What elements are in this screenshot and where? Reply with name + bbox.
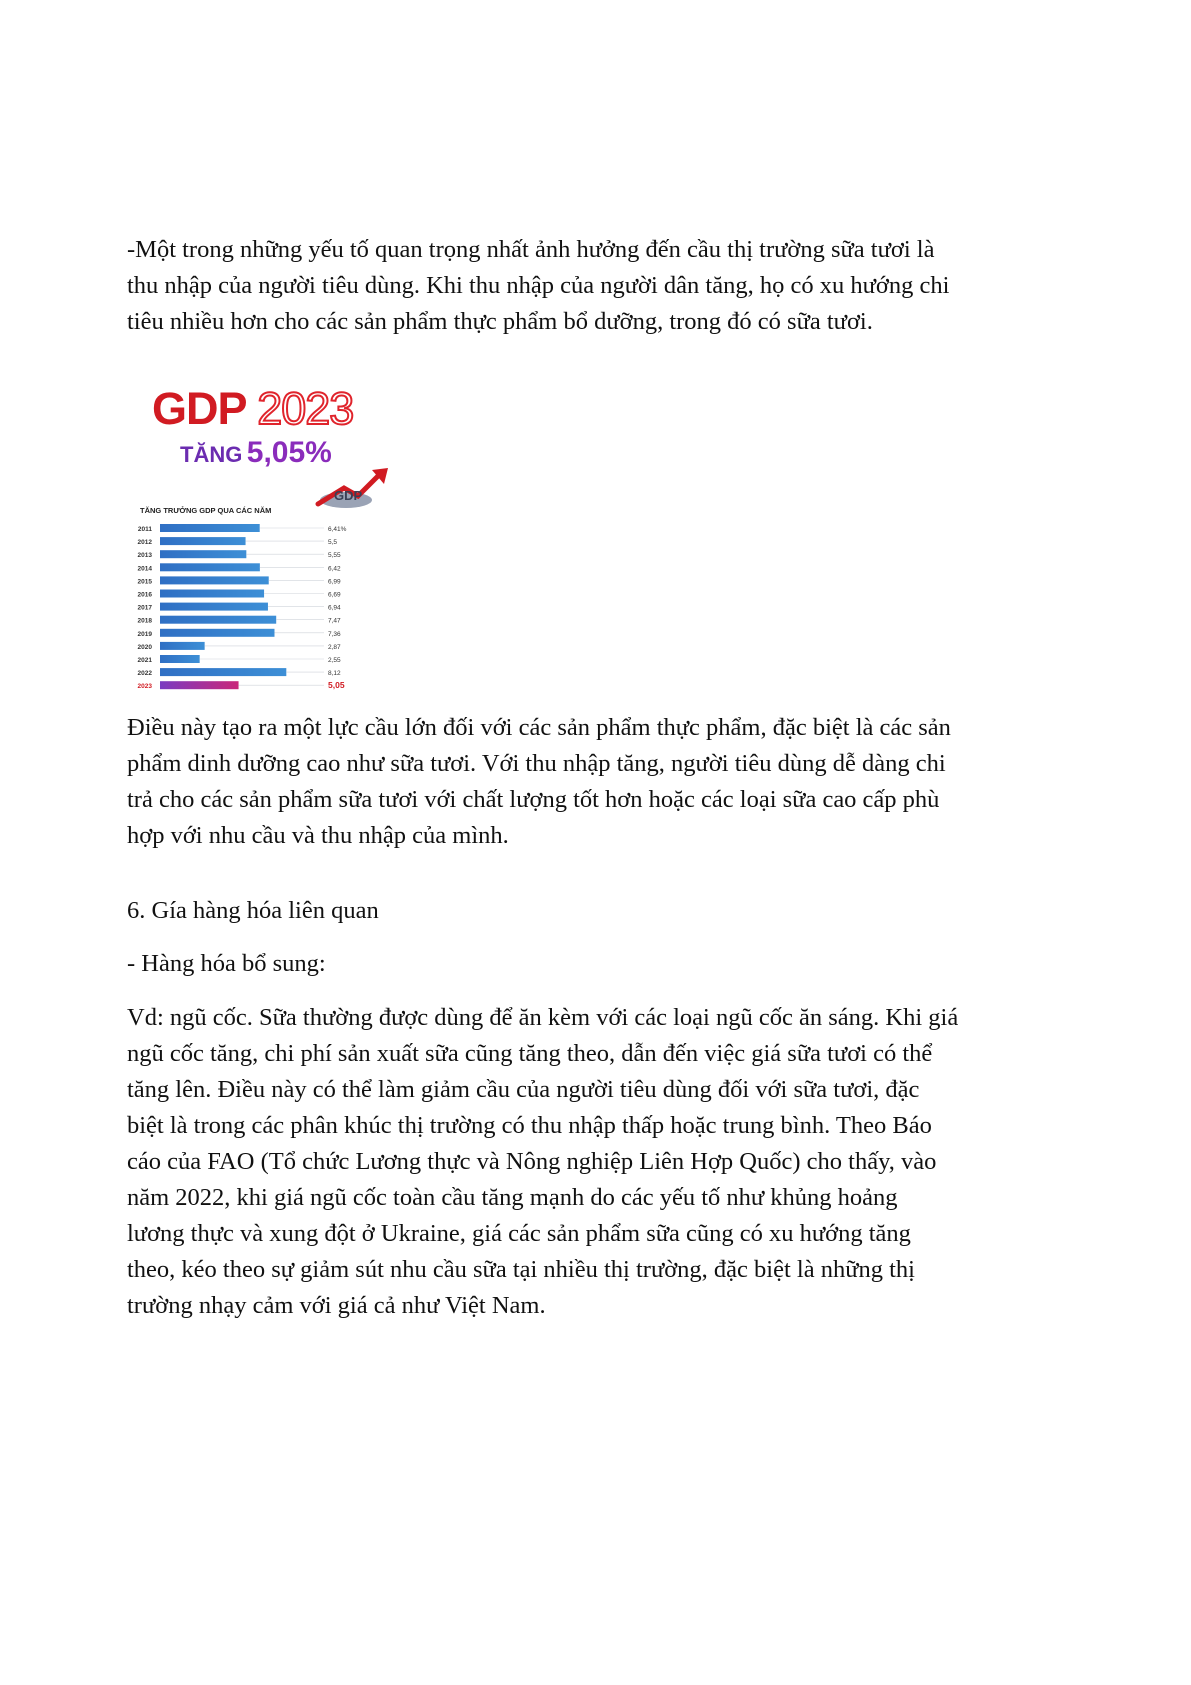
paragraph-line: lương thực và xung đột ở Ukraine, giá các sản phẩm sữa cũng có xu hướng tăng xyxy=(127,1220,911,1247)
bar xyxy=(160,603,268,611)
paragraph-income xyxy=(127,232,1067,340)
paragraph-line: trả cho các sản phẩm sữa tươi với chất lượng tốt hơn hoặc các loại sữa cao cấp phù xyxy=(127,786,940,813)
infographic-title-year: 2023 xyxy=(257,383,354,434)
paragraph-line: thu nhập của người tiêu dùng. Khi thu nhập của người dân tăng, họ có xu hướng chi xyxy=(127,272,950,299)
paragraph-line: hợp với nhu cầu và thu nhập của mình. xyxy=(127,822,509,849)
paragraph-line: tiêu nhiều hơn cho các sản phẩm thực phẩm bổ dưỡng, trong đó có sữa tươi. xyxy=(127,308,873,335)
value-label: 8,12 xyxy=(328,670,341,678)
category-label: 2022 xyxy=(137,670,152,678)
category-label: 2021 xyxy=(137,657,152,664)
bar xyxy=(160,550,246,558)
bar xyxy=(160,642,205,650)
value-label: 6,99 xyxy=(328,578,341,586)
bar xyxy=(160,590,264,598)
bar xyxy=(160,537,246,545)
category-label: 2012 xyxy=(137,539,152,547)
paragraph-line: trường nhạy cảm với giá cả như Việt Nam. xyxy=(127,1292,546,1319)
bar xyxy=(160,616,276,624)
paragraph-line: theo, kéo theo sự giảm sút nhu cầu sữa tại nhiều thị trường, đặc biệt là những thị xyxy=(127,1256,915,1283)
bar xyxy=(160,655,200,663)
paragraph-line: Vd: ngũ cốc. Sữa thường được dùng để ăn kèm với các loại ngũ cốc ăn sáng. Khi giá xyxy=(127,1004,959,1031)
paragraph-line: ngũ cốc tăng, chi phí sản xuất sữa cũng tăng theo, dẫn đến việc giá sữa tươi có thể xyxy=(127,1040,933,1067)
paragraph-example xyxy=(127,1000,1067,1324)
category-label: 2019 xyxy=(137,630,152,638)
value-label: 6,69 xyxy=(328,591,341,599)
paragraph-line: năm 2022, khi giá ngũ cốc toàn cầu tăng mạnh do các yếu tố như khủng hoảng xyxy=(127,1184,898,1211)
paragraph-line: biệt là trong các phân khúc thị trường có thu nhập thấp hoặc trung bình. Theo Báo xyxy=(127,1112,932,1139)
category-label: 2011 xyxy=(137,526,152,533)
category-label: 2018 xyxy=(137,617,152,625)
bar xyxy=(160,668,286,676)
value-label: 5,05 xyxy=(328,680,345,691)
gdp-bar-chart xyxy=(128,518,394,698)
value-label: 6,42 xyxy=(328,565,341,573)
value-label: 5,55 xyxy=(328,552,341,560)
infographic-subtitle-prefix: TĂNG xyxy=(180,442,243,467)
infographic-title-gdp: GDP xyxy=(152,383,246,434)
gdp-infographic xyxy=(128,378,394,702)
rising-arrow-icon xyxy=(314,466,392,514)
logo-text: GDP xyxy=(334,488,363,503)
value-label: 2,87 xyxy=(328,643,341,651)
paragraph-line: -Một trong những yếu tố quan trọng nhất ảnh hưởng đến cầu thị trường sữa tươi là xyxy=(127,236,935,263)
category-label: 2013 xyxy=(137,552,152,560)
value-label: 7,36 xyxy=(328,630,341,638)
value-label: 5,5 xyxy=(328,539,338,547)
paragraph-demand xyxy=(127,710,1067,854)
infographic-subtitle-value: 5,05% xyxy=(246,436,332,469)
value-label: 2,55 xyxy=(328,657,341,664)
infographic-title xyxy=(152,383,354,434)
paragraph-line: Điều này tạo ra một lực cầu lớn đối với các sản phẩm thực phẩm, đặc biệt là các sản xyxy=(127,714,951,741)
value-label: 6,94 xyxy=(328,604,341,612)
paragraph-line: phẩm dinh dưỡng cao như sữa tươi. Với thu nhập tăng, người tiêu dùng dễ dàng chi xyxy=(127,750,946,777)
value-label: 7,47 xyxy=(328,617,341,625)
bar xyxy=(160,563,260,571)
bullet-heading: - Hàng hóa bổ sung: xyxy=(127,950,326,977)
bar xyxy=(160,629,274,637)
value-label: 6,41% xyxy=(328,526,347,533)
category-label: 2015 xyxy=(137,578,152,586)
bar xyxy=(160,576,269,584)
section-heading: 6. Gía hàng hóa liên quan xyxy=(127,897,379,924)
paragraph-line: cáo của FAO (Tổ chức Lương thực và Nông nghiệp Liên Hợp Quốc) cho thấy, vào xyxy=(127,1148,937,1175)
infographic-subtitle xyxy=(180,436,332,470)
category-label: 2020 xyxy=(137,643,152,651)
chart-title: TĂNG TRƯỞNG GDP QUA CÁC NĂM xyxy=(140,506,272,515)
category-label: 2016 xyxy=(137,591,152,599)
paragraph-line: tăng lên. Điều này có thể làm giảm cầu của người tiêu dùng đối với sữa tươi, đặc xyxy=(127,1076,920,1103)
category-label: 2014 xyxy=(137,565,152,573)
category-label: 2023 xyxy=(137,683,152,691)
category-label: 2017 xyxy=(137,604,152,612)
bar xyxy=(160,681,239,689)
bar xyxy=(160,524,260,532)
